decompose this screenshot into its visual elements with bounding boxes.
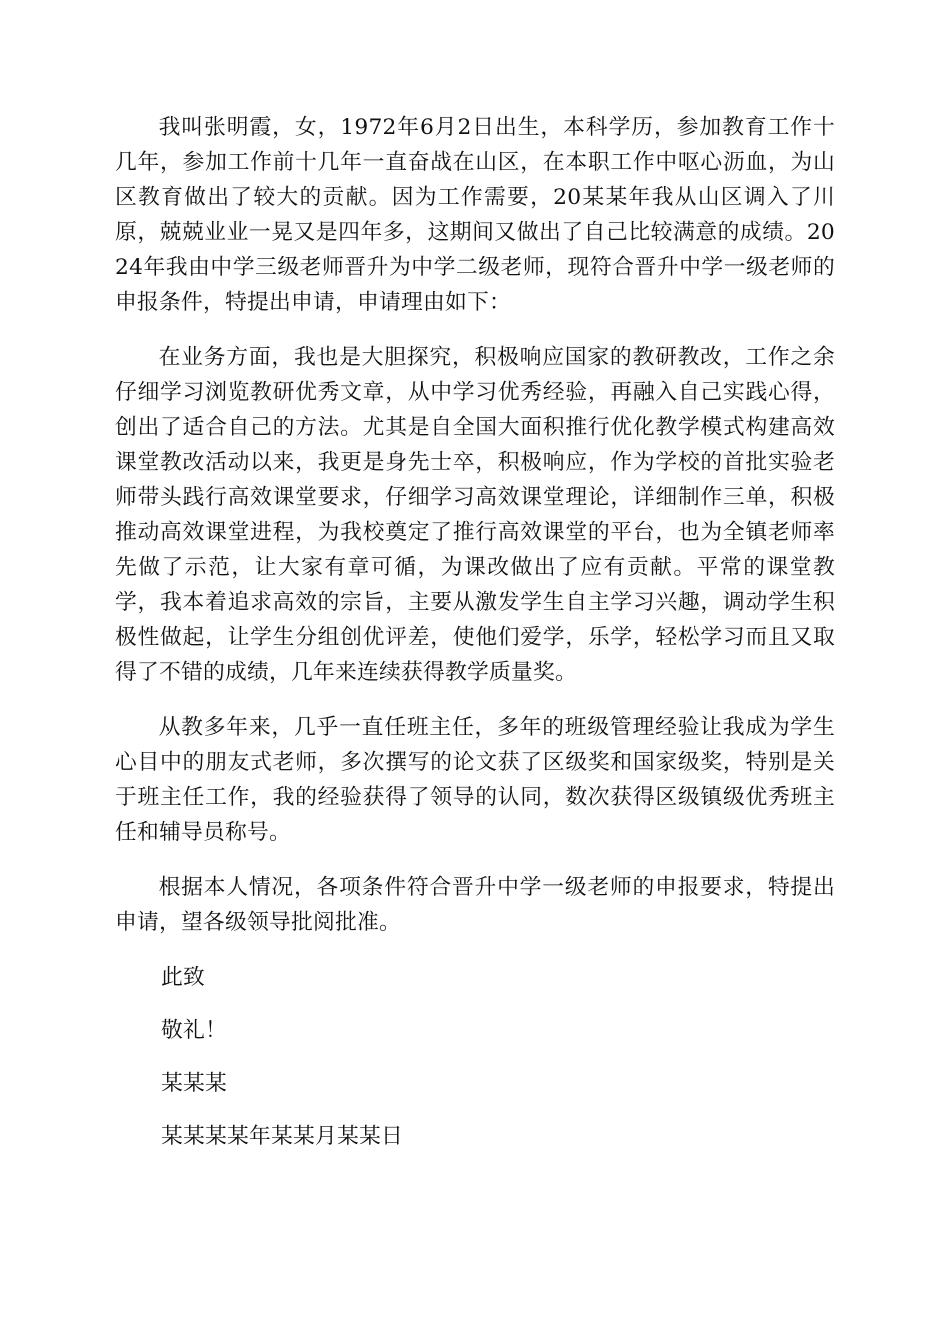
paragraph-intro: 我叫张明霞，女，1972年6月2日出生，本科学历，参加教育工作十几年，参加工作前十几年一直奋战在山区，在本职工作中呕心沥血，为山区教育做出了较大的贡献。因为工作需要，20某某年我从山区调入了川原，兢兢业业一晃又是四年多，这期间又做出了自己比较满意的成绩。2024年我由中学三级老师晋升为中学二级老师，现符合晋升中学一级老师的申报条件，特提出申请，申请理由如下： [115, 115, 835, 315]
letter-body [115, 110, 835, 1172]
closing-regards: 敬礼！ [161, 1018, 227, 1043]
closing-salutation: 此致 [161, 965, 205, 990]
paragraph-teaching: 在业务方面，我也是大胆探究，积极响应国家的教研教改，工作之余仔细学习浏览教研优秀文章，从中学习优秀经验，再融入自己实践心得，创出了适合自己的方法。尤其是自全国大面积推行优化教学模式构建高效课堂教改活动以来，我更是身先士卒，积极响应，作为学校的首批实验老师带头践行高效课堂要求，仔细学习高效课堂理论，详细制作三单，积极推动高效课堂进程，为我校奠定了推行高效课堂的平台，也为全镇老师率先做了示范，让大家有章可循，为课改做出了应有贡献。平常的课堂教学，我本着追求高效的宗旨，主要从激发学生自主学习兴趣，调动学生积极性做起，让学生分组创优评差，使他们爱学，乐学，轻松学习而且又取得了不错的成绩，几年来连续获得教学质量奖。 [115, 345, 835, 685]
paragraph-request: 根据本人情况，各项条件符合晋升中学一级老师的申报要求，特提出申请，望各级领导批阅批准。 [115, 875, 835, 935]
paragraph-class-management: 从教多年来，几乎一直任班主任，多年的班级管理经验让我成为学生心目中的朋友式老师，多次撰写的论文获了区级奖和国家级奖，特别是关于班主任工作，我的经验获得了领导的认同，数次获得区级镇级优秀班主任和辅导员称号。 [115, 715, 835, 845]
signature: 某某某 [161, 1071, 227, 1096]
date: 某某某某年某某月某某日 [161, 1124, 403, 1149]
